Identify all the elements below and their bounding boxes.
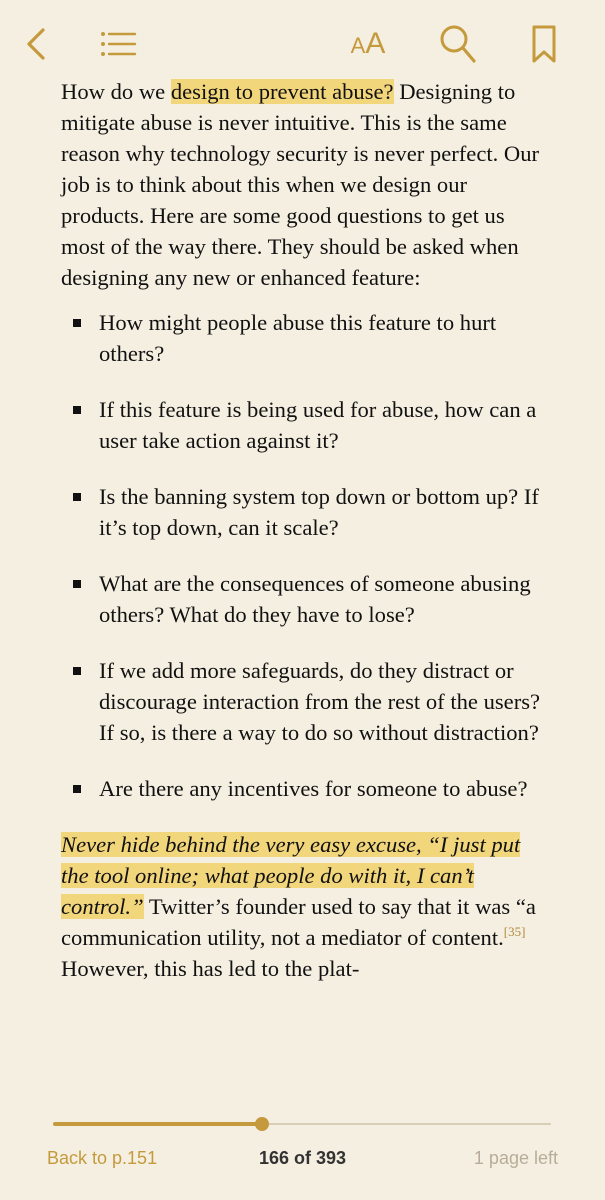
- table-of-contents-button[interactable]: [96, 24, 140, 64]
- list-item-text: What are the consequences of someone abusing others? What do they have to lose?: [99, 571, 531, 627]
- footnote-link[interactable]: [35]: [503, 924, 526, 939]
- list-item-text: If we add more safeguards, do they distract or discourage interaction from the rest of the users? If so, is there a way to do so without distraction?: [99, 658, 541, 745]
- bullet-icon: [73, 493, 81, 501]
- highlighted-text[interactable]: design to prevent abuse?: [170, 79, 394, 104]
- reader-footer: [0, 1148, 605, 1172]
- intro-text-start: How do we: [61, 79, 171, 104]
- question-list: [61, 307, 547, 804]
- bullet-icon: [73, 667, 81, 675]
- progress-thumb[interactable]: [255, 1117, 269, 1131]
- closing-text: Twitter’s founder used to say that it was “a communication utility, not a mediator of content.: [61, 894, 536, 950]
- closing-text-continued: However, this has led to the plat-: [61, 956, 360, 981]
- progress-fill: [53, 1122, 262, 1126]
- list-item-text: Is the banning system top down or bottom up? If it’s top down, can it scale?: [99, 484, 539, 540]
- bullet-icon: [73, 580, 81, 588]
- back-button[interactable]: [18, 24, 54, 64]
- back-to-page-link[interactable]: Back to p.151: [47, 1148, 158, 1168]
- font-size-button[interactable]: [344, 24, 392, 64]
- book-page-content: [61, 76, 547, 984]
- list-item: [61, 394, 547, 456]
- search-button[interactable]: [436, 22, 480, 66]
- pages-left-label: 1 page left: [473, 1148, 558, 1168]
- list-item: [61, 773, 547, 804]
- bullet-icon: [73, 319, 81, 327]
- bullet-icon: [73, 785, 81, 793]
- list-item-text: If this feature is being used for abuse, how can a user take action against it?: [99, 397, 537, 453]
- font-size-icon: A A: [350, 27, 386, 60]
- bookmark-button[interactable]: [524, 22, 564, 66]
- list-item: [61, 655, 547, 748]
- bookmark-icon: [530, 24, 558, 64]
- list-item: [61, 568, 547, 630]
- list-item-text: Are there any incentives for someone to abuse?: [99, 776, 528, 801]
- closing-paragraph: [61, 829, 547, 984]
- intro-paragraph: [61, 76, 547, 293]
- search-icon: [439, 24, 477, 64]
- list-item-text: How might people abuse this feature to hurt others?: [99, 310, 497, 366]
- list-item: [61, 481, 547, 543]
- reading-progress-slider[interactable]: [53, 1122, 551, 1126]
- page-number: 166 of 393: [258, 1148, 347, 1168]
- highlighted-quote[interactable]: Never hide behind the very easy excuse, “I just put the tool online; what people do with it, I can’t control.”: [61, 832, 521, 919]
- list-icon: [98, 29, 138, 59]
- list-item: [61, 307, 547, 369]
- chevron-left-icon: [25, 27, 47, 61]
- intro-text-rest: Designing to mitigate abuse is never intuitive. This is the same reason why technology security is never perfect. Our job is to think about this when we design our products. Here are some good questions to get us most of the way there. They should be asked when designing any new or enhanced feature:: [61, 79, 540, 290]
- bullet-icon: [73, 406, 81, 414]
